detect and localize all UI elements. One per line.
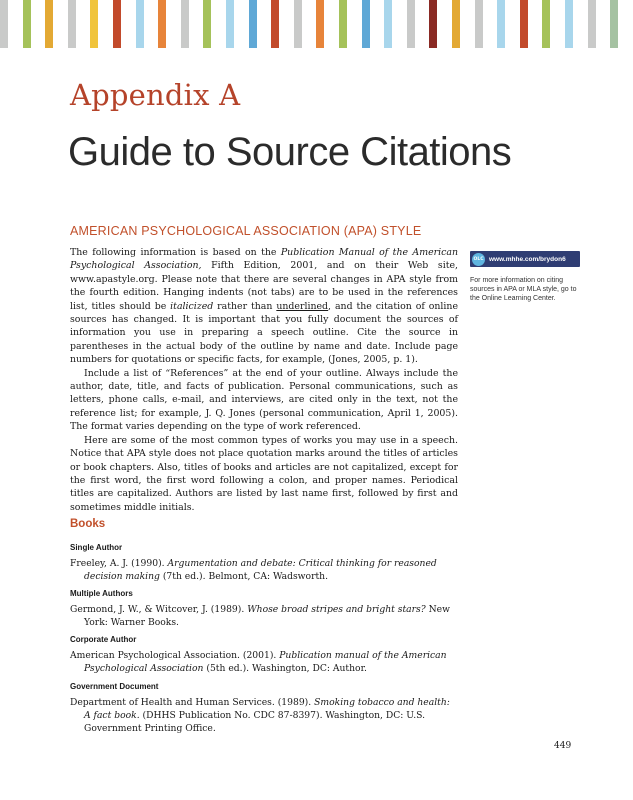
- paragraph-2: Include a list of “References” at the end of your outline. Always include the author, date, title, and facts of publication. Personal communications, such as letters, phone calls, e-mail, and interviews, are cited only in the text, not the reference list; for example, J. Q. Jones (personal communication, April 1, 2005). The format varies depending on the type of work referenced.: [70, 367, 458, 433]
- color-stripe: [542, 0, 550, 48]
- books-heading: Books: [70, 518, 106, 530]
- olc-logo-icon: OLC: [472, 253, 485, 266]
- color-stripe: [113, 0, 121, 48]
- government-document-heading: Government Document: [70, 682, 159, 691]
- text-run: The following information is based on the: [70, 247, 281, 258]
- color-stripe: [429, 0, 437, 48]
- olc-sidebar: [470, 251, 580, 303]
- page-number: 449: [554, 741, 572, 751]
- italic-word: italicized: [170, 300, 214, 312]
- corporate-author-heading: Corporate Author: [70, 635, 137, 644]
- italic-title: Argumentation and debate: Critical thinking for reasoned decision making: [84, 558, 437, 583]
- government-document-entry: [70, 682, 458, 736]
- multiple-authors-citation: [70, 603, 458, 629]
- italic-title: Whose broad stripes and bright stars?: [247, 604, 426, 615]
- italic-title: Smoking tobacco and health: A fact book.: [84, 697, 450, 722]
- single-author-citation: [70, 557, 458, 583]
- multiple-authors-entry: [70, 589, 458, 629]
- color-stripe: [294, 0, 302, 48]
- color-stripe-banner: [0, 0, 633, 48]
- color-stripe: [565, 0, 573, 48]
- text-run: (DHHS Publication No. CDC 87-8397). Washington, DC: U.S. Government Printing Office.: [84, 710, 425, 735]
- text-run: Freeley, A. J. (1990).: [70, 558, 168, 569]
- apa-intro-text: [70, 246, 458, 514]
- color-stripe: [271, 0, 279, 48]
- corporate-author-citation: [70, 649, 458, 675]
- text-run: American Psychological Association. (2001).: [70, 650, 280, 661]
- color-stripe: [610, 0, 618, 48]
- color-stripe: [249, 0, 257, 48]
- paragraph-3: Here are some of the most common types of works you may use in a speech. Notice that APA style does not place quotation marks around the titles of articles or book chapters. Also, titles of books and articles are not capitalized, except for the first word, the first word following a colon, and proper names. Periodical titles are capitalized. Authors are listed by last name first, followed by first and sometimes middle initials.: [70, 434, 458, 513]
- sidebar-note: For more information on citing sources in APA or MLA style, go to the Online Learning Center.: [470, 277, 577, 302]
- text-run: Germond, J. W., & Witcover, J. (1989).: [70, 604, 248, 615]
- corporate-author-entry: [70, 635, 458, 675]
- color-stripe: [136, 0, 144, 48]
- color-stripe: [384, 0, 392, 48]
- color-stripe: [158, 0, 166, 48]
- color-stripe: [316, 0, 324, 48]
- paragraph-1: [70, 246, 458, 367]
- single-author-heading: Single Author: [70, 543, 123, 552]
- italic-title: Publication Manual of the American Psychological Association,: [70, 247, 459, 272]
- color-stripe: [497, 0, 505, 48]
- color-stripe: [68, 0, 76, 48]
- color-stripe: [475, 0, 483, 48]
- color-stripe: [407, 0, 415, 48]
- color-stripe: [452, 0, 460, 48]
- italic-title: Publication manual of the American Psychological Association: [84, 650, 447, 675]
- color-stripe: [23, 0, 31, 48]
- color-stripe: [0, 0, 8, 48]
- apa-section-heading: AMERICAN PSYCHOLOGICAL ASSOCIATION (APA) STYLE: [70, 224, 422, 238]
- color-stripe: [181, 0, 189, 48]
- text-run: Fifth Edition, 2001, and on their Web site, www.apastyle.org. Please note that there are several changes in APA style from the fourth edition. Hanging indents (not tabs) are to be used in the references list, titles should be: [70, 260, 458, 312]
- multiple-authors-heading: Multiple Authors: [70, 589, 133, 598]
- text-run: (7th ed.). Belmont, CA: Wadsworth.: [159, 571, 329, 583]
- olc-link-bar[interactable]: [470, 251, 580, 267]
- color-stripe: [45, 0, 53, 48]
- olc-url[interactable]: www.mhhe.com/brydon6: [489, 255, 566, 263]
- government-document-citation: [70, 696, 458, 736]
- page-title: Guide to Source Citations: [68, 130, 512, 174]
- color-stripe: [362, 0, 370, 48]
- text-run: rather than: [213, 300, 277, 312]
- color-stripe: [226, 0, 234, 48]
- single-author-entry: [70, 543, 458, 583]
- text-run: , and the citation of online sources has changed. It is important that you fully document the sources of information you use in preparing a speech outline. Cite the source in parentheses in the actual body of the outline by name and date. Include page numbers for quotations or specific facts, for example, (Jones, 2005, p. 1).: [70, 300, 458, 366]
- color-stripe: [90, 0, 98, 48]
- underlined-word: underlined: [276, 300, 329, 312]
- color-stripe: [588, 0, 596, 48]
- appendix-label: Appendix A: [70, 78, 241, 112]
- color-stripe: [520, 0, 528, 48]
- text-run: Department of Health and Human Services. (1989).: [70, 697, 315, 708]
- color-stripe: [339, 0, 347, 48]
- text-run: New York: Warner Books.: [84, 604, 450, 629]
- text-run: (5th ed.). Washington, DC: Author.: [203, 663, 367, 675]
- color-stripe: [203, 0, 211, 48]
